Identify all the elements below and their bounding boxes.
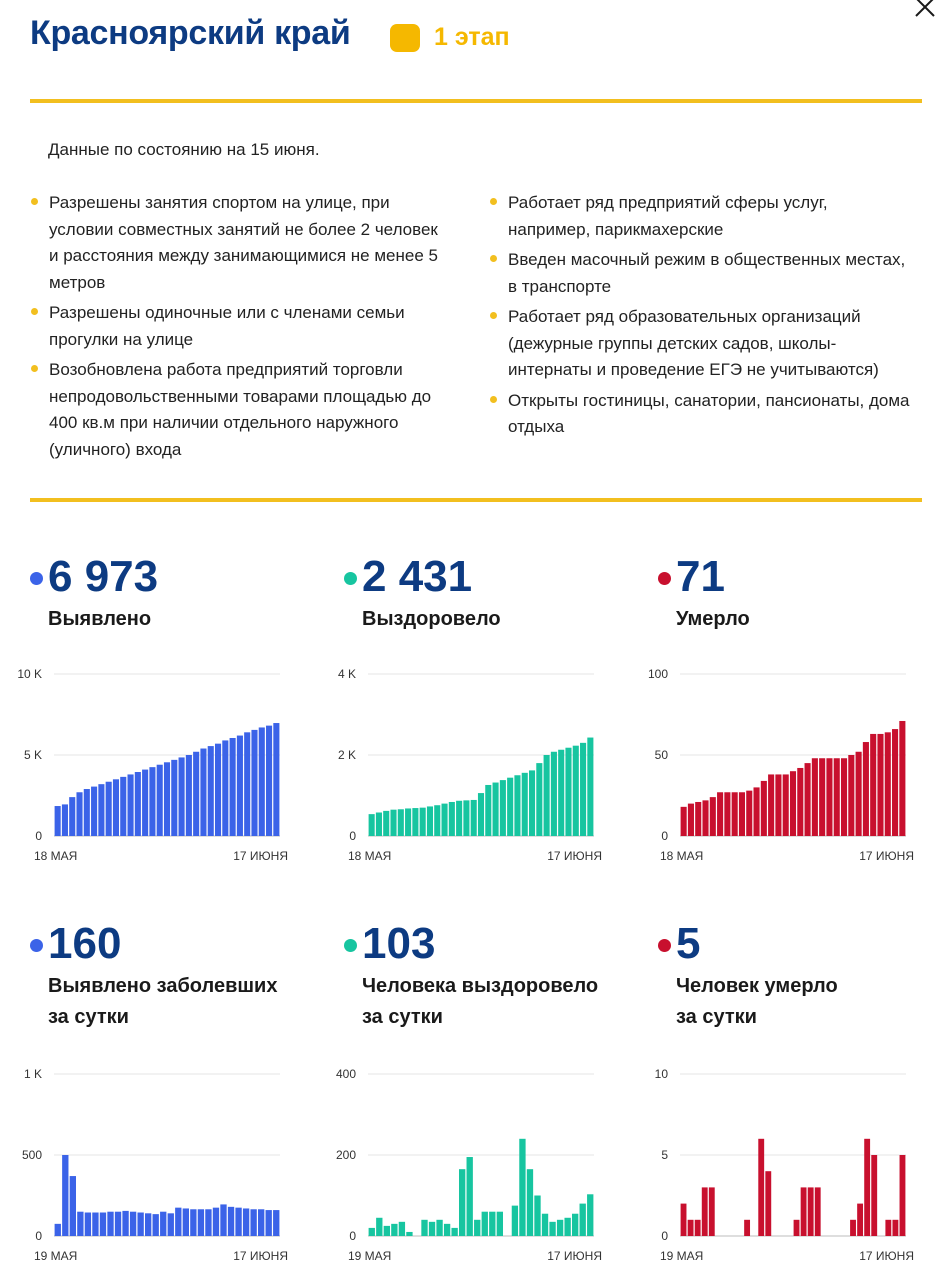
bar — [142, 770, 148, 836]
bar — [489, 1212, 495, 1236]
bullet-icon — [490, 255, 497, 262]
bar — [220, 1204, 226, 1236]
bar — [790, 771, 796, 836]
rule-item — [490, 247, 910, 300]
bar — [230, 738, 236, 836]
bar — [775, 774, 781, 836]
bar — [55, 806, 61, 836]
x-end-label: 17 ИЮНЯ — [547, 1249, 602, 1263]
stat-value: 5 — [676, 919, 701, 968]
stat-label: Человек умерло — [676, 975, 838, 997]
bar — [542, 1214, 548, 1236]
bar — [864, 1139, 870, 1236]
bar — [405, 808, 411, 836]
bar — [128, 774, 134, 836]
x-start-label: 18 МАЯ — [348, 849, 392, 863]
bar — [514, 775, 520, 836]
x-start-label: 18 МАЯ — [34, 849, 78, 863]
rule-item — [490, 388, 910, 441]
stat-value: 71 — [676, 552, 725, 601]
bar — [427, 806, 433, 836]
bottom-divider — [30, 498, 922, 502]
bar — [273, 1210, 279, 1236]
rule-text: Возобновлена работа предприятий торговли непродовольственными товарами площадью до 400 кв.м при наличии отдельного наружного (уличного) входа — [49, 360, 432, 459]
bar — [100, 1213, 106, 1236]
rule-item — [31, 300, 451, 353]
stat-value: 160 — [48, 919, 122, 968]
bar — [122, 1211, 128, 1236]
bar — [841, 758, 847, 836]
bar — [892, 729, 898, 836]
rule-item — [490, 190, 910, 243]
stat-label: за сутки — [362, 1006, 443, 1028]
bar — [193, 752, 199, 836]
bar — [149, 767, 155, 836]
bar — [70, 1176, 76, 1236]
bar — [783, 774, 789, 836]
stat-value: 2 431 — [362, 552, 473, 601]
bar — [391, 1224, 397, 1236]
mini-bar-chart — [14, 1060, 296, 1270]
bar — [107, 1212, 113, 1236]
rules-list-left — [31, 190, 451, 467]
bar — [55, 1224, 61, 1236]
bar — [383, 811, 389, 836]
stage-badge — [390, 24, 420, 52]
bar — [493, 783, 499, 836]
x-end-label: 17 ИЮНЯ — [859, 849, 914, 863]
bar — [213, 1208, 219, 1236]
y-tick-label: 0 — [35, 829, 42, 843]
bar — [863, 742, 869, 836]
bar — [732, 792, 738, 836]
bar — [857, 1204, 863, 1236]
bar — [390, 810, 396, 836]
bar — [580, 743, 586, 836]
bar — [899, 721, 905, 836]
bar — [179, 757, 185, 836]
x-end-label: 17 ИЮНЯ — [547, 849, 602, 863]
bar — [376, 1218, 382, 1236]
bar — [805, 763, 811, 836]
bullet-icon — [31, 365, 38, 372]
close-icon[interactable] — [910, 0, 940, 22]
bar — [459, 1169, 465, 1236]
y-tick-label: 500 — [21, 1148, 42, 1162]
y-tick-label: 10 — [654, 1067, 668, 1081]
bar — [812, 758, 818, 836]
bar — [746, 791, 752, 836]
bar — [130, 1212, 136, 1236]
bar — [160, 1212, 166, 1236]
x-start-label: 19 МАЯ — [348, 1249, 392, 1263]
rule-text: Работает ряд предприятий сферы услуг, например, парикмахерские — [508, 193, 828, 239]
bar — [434, 805, 440, 836]
bar — [900, 1155, 906, 1236]
bar — [512, 1206, 518, 1236]
stat-dot-icon — [344, 572, 357, 585]
bar — [848, 755, 854, 836]
bar — [870, 734, 876, 836]
bar — [235, 1208, 241, 1236]
bar — [135, 772, 141, 836]
bar — [77, 1212, 83, 1236]
bar — [580, 1204, 586, 1236]
bar — [534, 1196, 540, 1237]
bar — [215, 744, 221, 836]
bar — [794, 1220, 800, 1236]
bar — [429, 1222, 435, 1236]
bar — [856, 752, 862, 836]
rule-text: Разрешены занятия спортом на улице, при условии совместных занятий не более 2 человек и расстояния между занимающимися не менее 5 метров — [49, 193, 438, 292]
bar — [557, 1220, 563, 1236]
bar — [688, 1220, 694, 1236]
bar — [251, 730, 257, 836]
bar — [565, 748, 571, 836]
bar — [765, 1171, 771, 1236]
y-tick-label: 0 — [349, 829, 356, 843]
stat-label: Человека выздоровело — [362, 975, 599, 997]
y-tick-label: 1 K — [23, 1067, 42, 1081]
y-tick-label: 5 K — [23, 748, 42, 762]
y-tick-label: 10 K — [17, 667, 42, 681]
bar — [463, 800, 469, 836]
bar — [885, 732, 891, 836]
bar — [551, 752, 557, 836]
bar — [145, 1213, 151, 1236]
bar — [186, 755, 192, 836]
bar — [259, 727, 265, 836]
y-tick-label: 2 K — [337, 748, 356, 762]
bar — [369, 814, 375, 836]
bar — [724, 792, 730, 836]
bar — [92, 1213, 98, 1236]
bar — [106, 782, 112, 836]
page-title: Красноярский край — [30, 14, 351, 52]
bar — [467, 1157, 473, 1236]
bar — [200, 749, 206, 836]
y-tick-label: 100 — [647, 667, 668, 681]
bar — [587, 738, 593, 836]
mini-bar-chart — [328, 1060, 610, 1270]
bar — [710, 797, 716, 836]
rule-item — [31, 357, 451, 463]
bar — [76, 792, 82, 836]
bar — [768, 774, 774, 836]
rule-item — [31, 190, 451, 296]
bar — [717, 792, 723, 836]
bar — [529, 770, 535, 836]
bar — [681, 807, 687, 836]
bar — [244, 732, 250, 836]
bar — [761, 781, 767, 836]
bar — [808, 1187, 814, 1236]
bar — [436, 1220, 442, 1236]
bar — [420, 808, 426, 836]
y-tick-label: 0 — [349, 1229, 356, 1243]
stat-value: 6 973 — [48, 552, 159, 601]
bar — [444, 1224, 450, 1236]
bar — [451, 1228, 457, 1236]
mini-bar-chart — [328, 660, 610, 870]
bar — [702, 800, 708, 836]
bar — [471, 800, 477, 836]
bar — [456, 801, 462, 836]
stat-dot-icon — [30, 939, 43, 952]
y-tick-label: 0 — [661, 829, 668, 843]
bar — [522, 773, 528, 836]
bar — [572, 1214, 578, 1236]
bar — [115, 1212, 121, 1236]
x-end-label: 17 ИЮНЯ — [859, 1249, 914, 1263]
bar — [892, 1220, 898, 1236]
bar — [91, 787, 97, 836]
bar — [497, 1212, 503, 1236]
mini-bar-chart — [14, 660, 296, 870]
bar — [797, 768, 803, 836]
bar — [695, 802, 701, 836]
bar — [587, 1194, 593, 1236]
stat-dot-icon — [30, 572, 43, 585]
date-note: Данные по состоянию на 15 июня. — [48, 140, 320, 159]
bar — [137, 1213, 143, 1236]
bar — [168, 1213, 174, 1236]
bar — [801, 1187, 807, 1236]
bar — [273, 723, 279, 836]
bar — [519, 1139, 525, 1236]
rules-list-right — [490, 190, 910, 445]
y-tick-label: 0 — [661, 1229, 668, 1243]
bullet-icon — [490, 396, 497, 403]
y-tick-label: 50 — [654, 748, 668, 762]
bar — [62, 1155, 68, 1236]
y-tick-label: 0 — [35, 1229, 42, 1243]
bar — [850, 1220, 856, 1236]
bar — [819, 758, 825, 836]
bar — [376, 813, 382, 836]
bar — [406, 1232, 412, 1236]
stat-label: Выявлено — [48, 608, 152, 630]
bullet-icon — [490, 198, 497, 205]
stat-dot-icon — [344, 939, 357, 952]
bar — [190, 1209, 196, 1236]
bar — [183, 1208, 189, 1236]
bar — [527, 1169, 533, 1236]
bar — [564, 1218, 570, 1236]
bar — [157, 765, 163, 836]
bar — [744, 1220, 750, 1236]
bar — [885, 1220, 891, 1236]
stage-label: 1 этап — [434, 23, 510, 51]
y-tick-label: 5 — [661, 1148, 668, 1162]
bar — [877, 734, 883, 836]
bar — [544, 755, 550, 836]
x-start-label: 18 МАЯ — [660, 849, 704, 863]
bar — [412, 808, 418, 836]
bar — [171, 760, 177, 836]
bullet-icon — [31, 308, 38, 315]
bar — [421, 1220, 427, 1236]
rule-item — [490, 304, 910, 384]
bar — [120, 777, 126, 836]
bar — [243, 1208, 249, 1236]
bar — [815, 1187, 821, 1236]
mini-bar-chart — [640, 660, 922, 870]
bar — [250, 1209, 256, 1236]
bar — [398, 809, 404, 836]
bar — [485, 785, 491, 836]
bar — [474, 1220, 480, 1236]
bullet-icon — [490, 312, 497, 319]
bar — [258, 1209, 264, 1236]
bar — [826, 758, 832, 836]
rule-text: Работает ряд образовательных организаций (дежурные группы детских садов, школы-интернаты и проведение ЕГЭ не учитываются) — [508, 307, 879, 379]
x-start-label: 19 МАЯ — [34, 1249, 78, 1263]
x-start-label: 19 МАЯ — [660, 1249, 704, 1263]
stat-value: 103 — [362, 919, 436, 968]
mini-bar-chart — [640, 1060, 922, 1270]
bar — [482, 1212, 488, 1236]
bullet-icon — [31, 198, 38, 205]
bar — [153, 1214, 159, 1236]
x-end-label: 17 ИЮНЯ — [233, 849, 288, 863]
bar — [369, 1228, 375, 1236]
stat-label: за сутки — [676, 1006, 757, 1028]
bar — [266, 1210, 272, 1236]
stat-label: Умерло — [676, 608, 750, 630]
x-end-label: 17 ИЮНЯ — [233, 1249, 288, 1263]
bar — [688, 804, 694, 836]
bar — [399, 1222, 405, 1236]
bar — [758, 1139, 764, 1236]
bar — [237, 736, 243, 836]
bar — [266, 726, 272, 836]
bar — [834, 758, 840, 836]
rule-text: Введен масочный режим в общественных местах, в транспорте — [508, 250, 906, 296]
bar — [549, 1222, 555, 1236]
bar — [85, 1213, 91, 1236]
bar — [500, 780, 506, 836]
bar — [536, 763, 542, 836]
bar — [507, 778, 513, 836]
bar — [222, 740, 228, 836]
bar — [208, 746, 214, 836]
bar — [754, 787, 760, 836]
stat-label: за сутки — [48, 1006, 129, 1028]
bar — [384, 1226, 390, 1236]
stat-dot-icon — [658, 939, 671, 952]
bar — [69, 797, 75, 836]
bar — [558, 750, 564, 836]
bar — [98, 784, 104, 836]
bar — [449, 802, 455, 836]
bar — [871, 1155, 877, 1236]
bar — [573, 746, 579, 836]
bar — [695, 1220, 701, 1236]
y-tick-label: 400 — [335, 1067, 356, 1081]
bar — [198, 1209, 204, 1236]
bar — [228, 1207, 234, 1236]
bar — [478, 793, 484, 836]
bar — [681, 1204, 687, 1236]
bar — [442, 804, 448, 836]
rule-text: Разрешены одиночные или с членами семьи прогулки на улице — [49, 303, 405, 349]
bar — [175, 1208, 181, 1236]
y-tick-label: 4 K — [337, 667, 356, 681]
bar — [84, 789, 90, 836]
top-divider — [30, 99, 922, 103]
stat-dot-icon — [658, 572, 671, 585]
bar — [62, 804, 68, 836]
stat-label: Выздоровело — [362, 608, 501, 630]
bar — [739, 792, 745, 836]
bar — [205, 1209, 211, 1236]
bar — [164, 762, 170, 836]
bar — [113, 779, 119, 836]
stat-label: Выявлено заболевших — [48, 975, 278, 997]
bar — [702, 1187, 708, 1236]
bar — [709, 1187, 715, 1236]
y-tick-label: 200 — [335, 1148, 356, 1162]
rule-text: Открыты гостиницы, санатории, пансионаты, дома отдыха — [508, 390, 910, 436]
